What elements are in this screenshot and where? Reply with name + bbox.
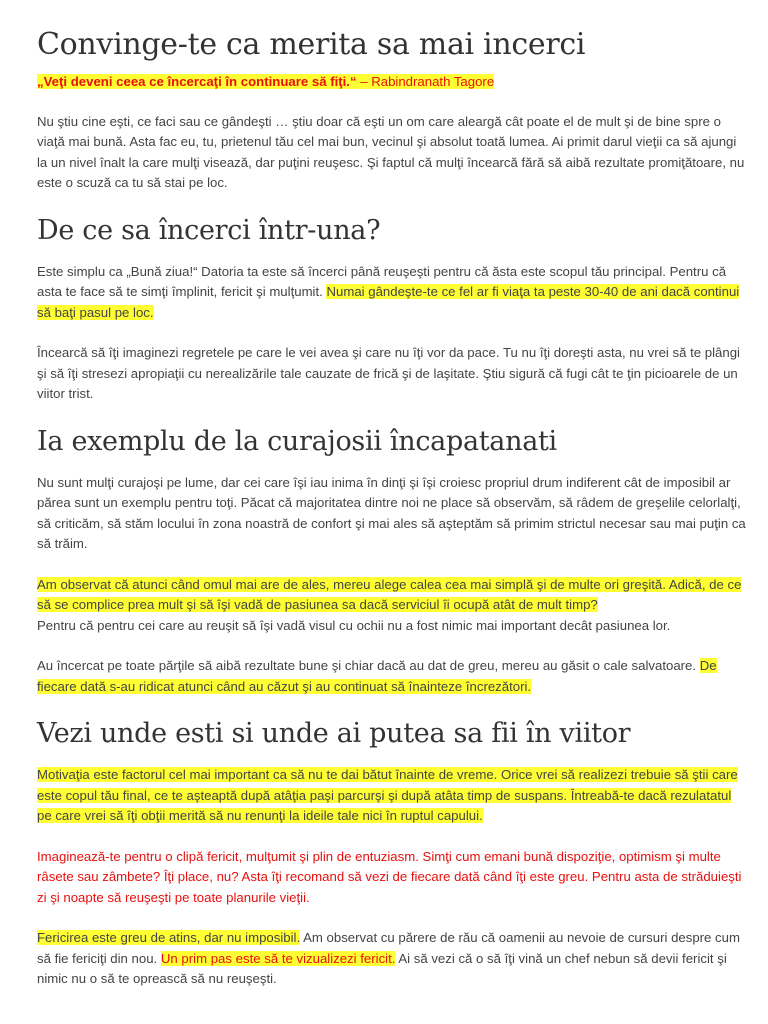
article-title: Convinge-te ca merita sa mai incerci — [37, 27, 586, 62]
highlighted-text: Fericirea este greu de atins, dar nu imposibil. — [37, 930, 301, 945]
highlighted-text: Am observat că atunci când omul mai are de ales, mereu alege calea cea mai simplă şi de multe ori greşită. Adică, de ce să se complice prea mult şi să îşi vadă de pasiunea sa dacă serviciul îi ocupă atât de mult timp? — [37, 576, 742, 612]
highlighted-red-text: Un prim pas este să te vizualizezi fericit. — [160, 950, 396, 966]
epigraph-quote: „Veţi deveni ceea ce încercaţi în continuare să fiţi.“ — [37, 74, 357, 89]
section-1-paragraph-1 — [37, 262, 748, 324]
highlighted-text: Motivaţia este factorul cel mai important ca să nu te dai bătut înainte de vreme. Orice vrei să realizezi trebuie să ştii care este copul tău final, ce te aşteaptă după atâţia paşi parcurşi şi după atâta timp de suspans. Întreabă-te dacă rezulatatul pe care vrei să îţi obţii merită să nu renunţi la ideile tale nici în ruptul capului. — [37, 767, 738, 823]
section-heading-1: De ce sa încerci într-una? — [37, 214, 381, 246]
section-3-paragraph-2: Imaginează-te pentru o clipă fericit, mulţumit şi plin de entuziasm. Simţi cum emani bună dispoziţie, optimism şi multe râsete sau zâmbete? Îţi place, nu? Asta îţi recomand să vezi de fiecare dată când îţi este greu. Pentru asta de străduieşti zi şi noapte să reuşeşti pe toate planurile vieţii. — [37, 848, 742, 905]
section-1-paragraph-2: Încearcă să îţi imaginezi regretele pe care le vei avea şi care nu îţi vor da pace. Tu nu îţi doreşti asta, nu vrei să te plângi şi să îţi stresezi apropiaţii cu nerealizările tale cauzate de frică şi de laşitate. Ştiu sigură că fugi cât te ţin picioarele de un viitor trist. — [37, 345, 740, 401]
text-run: Au încercat pe toate părţile să aibă rezultate bune şi chiar dacă au dat de greu, mereu au găsit o cale salvatoare. — [37, 658, 700, 673]
epigraph — [37, 72, 748, 93]
highlighted-text: De fiecare dată s-au ridicat atunci când au căzut şi au continuat să înainteze încrezători. — [37, 658, 717, 694]
section-2-paragraph-3 — [37, 656, 748, 697]
section-2-paragraph-2 — [37, 575, 748, 637]
intro-paragraph: Nu ştiu cine eşti, ce faci sau ce gândeşti … ştiu doar că eşti un om care aleargă cât poate el de mult şi de bine spre o viaţă mai bună. Asta fac eu, tu, prietenul tău cel mai bun, vecinul şi absolut toată lumea. Ai primit darul vieţii ca să ajungi la un nivel înalt la care mulţi visează, dar puţini reuşesc. Şi faptul că mulţi încearcă fără să aibă rezultate promiţătoare, nu este o scuză ca tu să stai pe loc. — [37, 113, 745, 190]
text-run: Este simplu ca „Bună ziua!“ Datoria ta este să încerci până reuşeşti pentru că ăsta este scopul tău principal. Pentru că asta te face să te simţi împlinit, fericit şi mulţumit. — [37, 263, 727, 299]
highlighted-text: Numai gândeşte-te ce fel ar fi viaţa ta peste 30-40 de ani dacă continui să baţi pasul pe loc. — [37, 284, 740, 320]
text-run: Am observat cu părere de rău că oamenii au nevoie de cursuri despre cum să fie fericiţi din nou. — [37, 930, 740, 966]
section-3-paragraph-3 — [37, 928, 748, 990]
epigraph-highlight — [37, 74, 494, 89]
section-heading-2: Ia exemplu de la curajosii încapatanati — [37, 425, 557, 457]
epigraph-author: – Rabindranath Tagore — [356, 74, 495, 89]
section-2-paragraph-1: Nu sunt mulţi curajoşi pe lume, dar cei care îşi iau inima în dinţi şi îşi croiesc propriul drum indiferent cât de imposibil ar părea sunt un exemplu pentru toţi. Păcat că majoritatea dintre noi ne place să observăm, să râdem de greşelile celorlalţi, să criticăm, să stăm locului în zona noastră de confort şi mai ales să aşteptăm să primim strictul necesar sau mai puţin ca să trăim. — [37, 474, 746, 551]
text-run: Pentru că pentru cei care au reuşit să îşi vadă visul cu ochii nu a fost nimic mai important decât pasiunea lor. — [37, 617, 671, 633]
section-heading-3: Vezi unde esti si unde ai putea sa fii în viitor — [37, 718, 631, 749]
text-run: Ai să vezi că o să îţi vină un chef nebun să devii fericit şi nimic nu o să te oprească să nu reuşeşti. — [37, 950, 727, 986]
section-3-paragraph-1 — [37, 765, 748, 827]
